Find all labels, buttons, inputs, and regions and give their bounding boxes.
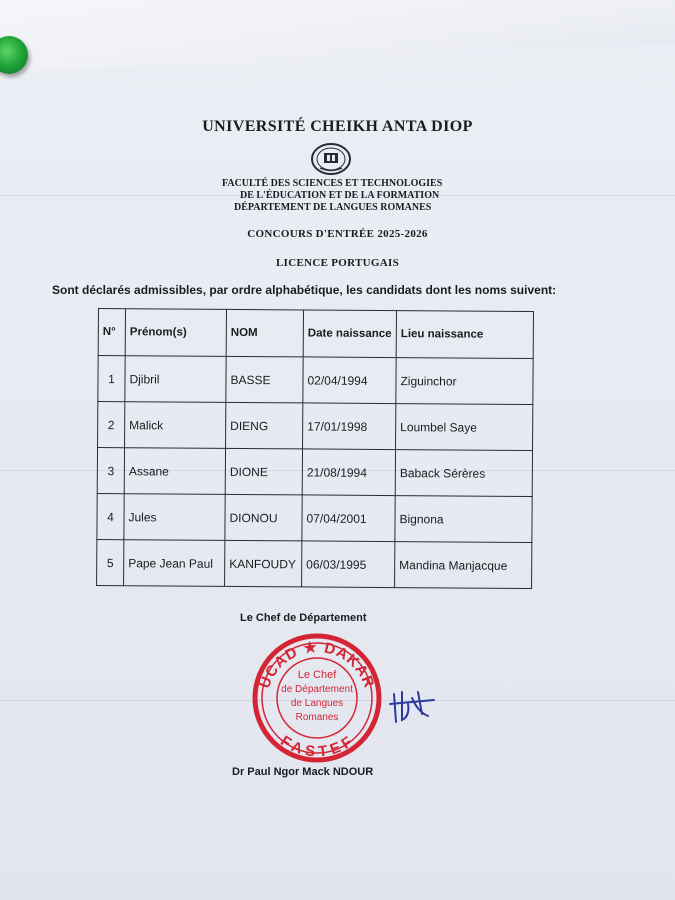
cell-date: 07/04/2001 [302,495,395,542]
table-header-row [98,309,533,359]
handwritten-signature [388,686,436,726]
stamp-center-line: de Langues [290,698,344,709]
column-header-date: Date naissance [303,310,396,358]
cell-lieu: Bignona [395,496,532,543]
cell-prenom: Malick [125,402,226,449]
stamp-center-line: Romanes [295,712,339,723]
cell-nom: DIENG [226,402,303,449]
cell-prenom: Pape Jean Paul [124,540,225,587]
department-line: DÉPARTEMENT DE LANGUES ROMANES [234,202,432,213]
cell-lieu: Mandina Manjacque [395,542,532,589]
signer-name: Dr Paul Ngor Mack NDOUR [232,766,374,778]
faculty-line: DE L'ÉDUCATION ET DE LA FORMATION [240,190,440,201]
cell-nom: BASSE [226,356,303,403]
cell-number: 1 [98,356,125,402]
university-name: UNIVERSITÉ CHEIKH ANTA DIOP [202,118,473,135]
stamp-center-line: Le Chef [297,669,337,681]
stamp-center-line: de Département [281,684,353,695]
faculty-line: FACULTÉ DES SCIENCES ET TECHNOLOGIES [222,178,443,189]
svg-text:FASTEF [277,733,356,761]
admissible-candidates-table [96,308,534,589]
svg-text:UCAD ★ DAKAR [256,639,378,691]
faculty-block [222,178,462,214]
cell-number: 3 [97,448,124,494]
table-row [98,402,533,451]
cell-nom: KANFOUDY [225,540,302,587]
table-row [97,448,532,497]
column-header-number: N° [98,309,125,356]
intro-sentence: Sont déclarés admissibles, par ordre alphabétique, les candidats dont les noms suivent: [52,283,557,297]
cell-prenom: Jules [124,494,225,541]
cell-date: 02/04/1994 [303,357,396,404]
cell-nom: DIONE [225,448,302,495]
programme-title: LICENCE PORTUGAIS [276,257,399,269]
cell-date: 17/01/1998 [303,403,396,450]
exam-title: CONCOURS D'ENTRÉE 2025-2026 [247,228,428,240]
university-seal-icon [310,142,352,176]
table-row [97,493,532,542]
signatory-role: Le Chef de Département [240,612,367,624]
paper-top-edge [0,0,675,72]
column-header-nom: NOM [226,309,303,357]
column-header-prenom: Prénom(s) [125,309,226,357]
cell-lieu: Loumbel Saye [396,404,533,451]
cell-lieu: Baback Sérères [395,450,532,497]
table-row [97,539,532,588]
cell-prenom: Assane [124,448,225,495]
cell-date: 06/03/1995 [302,541,395,588]
column-header-lieu: Lieu naissance [396,311,533,359]
cell-number: 2 [98,402,125,448]
department-stamp [247,632,387,764]
cell-date: 21/08/1994 [302,449,395,496]
cell-nom: DIONOU [225,494,302,541]
stamp-bottom-text: FASTEF [277,732,357,761]
stamp-top-text: UCAD ★ DAKAR [256,638,378,691]
cell-number: 4 [97,493,124,539]
cell-prenom: Djibril [125,356,226,403]
cell-number: 5 [97,539,124,585]
table-row [98,356,533,405]
cell-lieu: Ziguinchor [396,358,533,405]
